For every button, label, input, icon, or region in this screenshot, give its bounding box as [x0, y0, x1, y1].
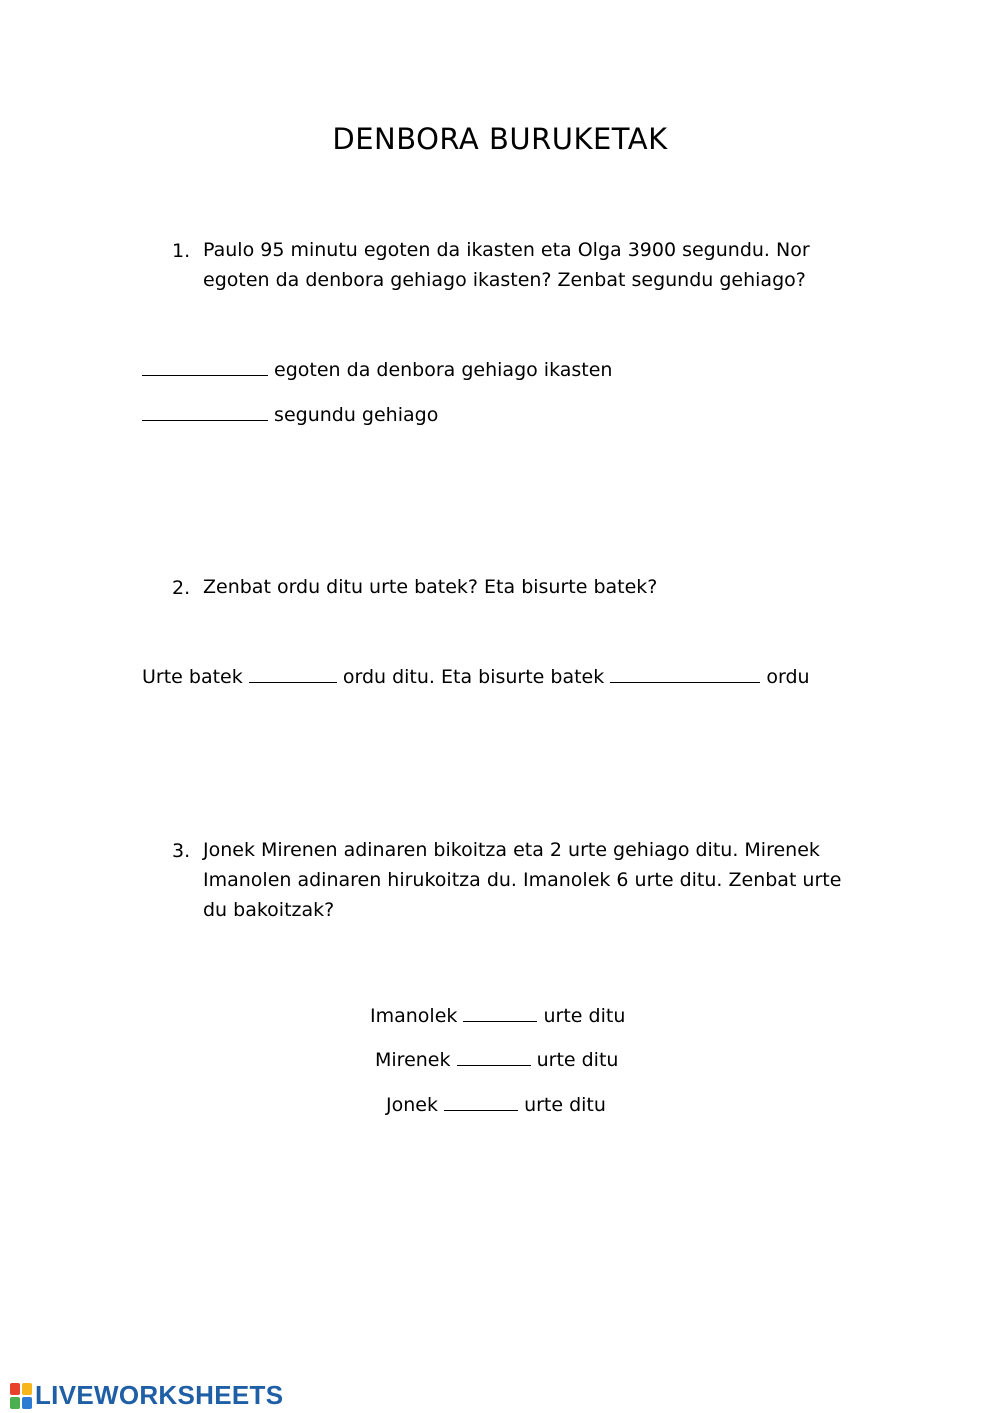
answer-line: segundu gehiago — [142, 402, 438, 426]
page-title: DENBORA BURUKETAK — [332, 122, 668, 156]
answer-blank[interactable] — [457, 1047, 531, 1066]
question-text: Zenbat ordu ditu urte batek? Eta bisurte batek? — [203, 576, 658, 598]
answer-blank[interactable] — [463, 1003, 537, 1022]
answer-line: egoten da denbora gehiago ikasten — [142, 357, 612, 381]
answer-line: Imanolek urte ditu — [370, 1005, 626, 1027]
answer-line: Jonek urte ditu — [386, 1094, 606, 1116]
brand-name: LIVEWORKSHEETS — [35, 1380, 284, 1410]
answer-blank[interactable] — [142, 357, 268, 376]
question-number: 1. — [172, 240, 191, 262]
answer-line: Urte batek ordu ditu. Eta bisurte batek ordu — [142, 666, 810, 688]
answer-blank[interactable] — [610, 664, 760, 683]
answer-blank[interactable] — [249, 664, 337, 683]
answer-blank[interactable] — [444, 1092, 518, 1111]
liveworksheets-logo — [10, 1380, 283, 1411]
answer-blank[interactable] — [142, 402, 268, 421]
question-text: Paulo 95 minutu egoten da ikasten eta Olga 3900 segundu. Nor egoten da denbora gehiago ikasten? Zenbat segundu gehiago? — [203, 239, 810, 291]
question-number: 3. — [172, 840, 191, 862]
question-number: 2. — [172, 577, 191, 599]
answer-line: Mirenek urte ditu — [375, 1049, 619, 1071]
logo-blocks-icon — [10, 1383, 32, 1409]
question-text: Jonek Mirenen adinaren bikoitza eta 2 urte gehiago ditu. Mirenek Imanolen adinaren hirukoitza du. Imanolek 6 urte ditu. Zenbat urte du bakoitzak? — [203, 839, 842, 921]
